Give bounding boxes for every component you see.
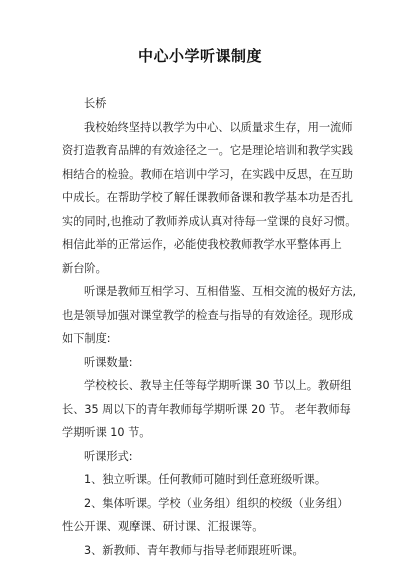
body-line: 1、独立听课。任何教师可随时到任意班级听课。: [84, 473, 327, 486]
body-line: 听课是教师互相学习、互相借鉴、互相交流的极好方法,: [84, 285, 357, 298]
document-title: 中心小学听课制度: [137, 47, 262, 65]
body-line: 长桥: [84, 97, 107, 110]
body-line: 实的同时,也推动了教师养成认真对待每一堂课的良好习惯。: [62, 214, 357, 228]
body-line: 资打造教育品牌的有效途径之一。它是理论培训和教学实践: [62, 144, 353, 157]
body-line: 学校校长、教导主任等每学期听课 30 节以上。教研组: [84, 379, 352, 392]
body-line: 我校始终坚持以教学为中心、以质量求生存，用一流师: [84, 120, 353, 134]
body-line: 相信此举的正常运作，必能使我校教师教学水平整体再上: [62, 238, 342, 251]
body-line: 2、集体听课。学校（业务组）组织的校级（业务组）: [84, 496, 349, 510]
body-line: 相结合的检验。教师在培训中学习，在实践中反思，在互助: [62, 167, 353, 181]
body-line: 中成长。在帮助学校了解任课教师备课和教学基本功是否扎: [62, 191, 353, 204]
document-body: [62, 92, 357, 562]
body-line: 如下制度:: [62, 332, 111, 345]
body-line: 听课形式:: [84, 449, 133, 463]
body-line: 性公开课、观摩课、研讨课、汇报课等。: [62, 520, 264, 533]
body-line: 也是领导加强对课堂教学的检查与指导的有效途径。现形成: [62, 308, 353, 322]
body-line: 新台阶。: [62, 261, 107, 275]
body-line: 3、新教师、青年教师与指导老师跟班听课。: [84, 543, 304, 557]
body-line: 长、35 周以下的青年教师每学期听课 20 节。 老年教师每: [62, 402, 351, 416]
body-line: 听课数量:: [84, 355, 133, 369]
body-line: 学期听课 10 节。: [62, 426, 151, 439]
